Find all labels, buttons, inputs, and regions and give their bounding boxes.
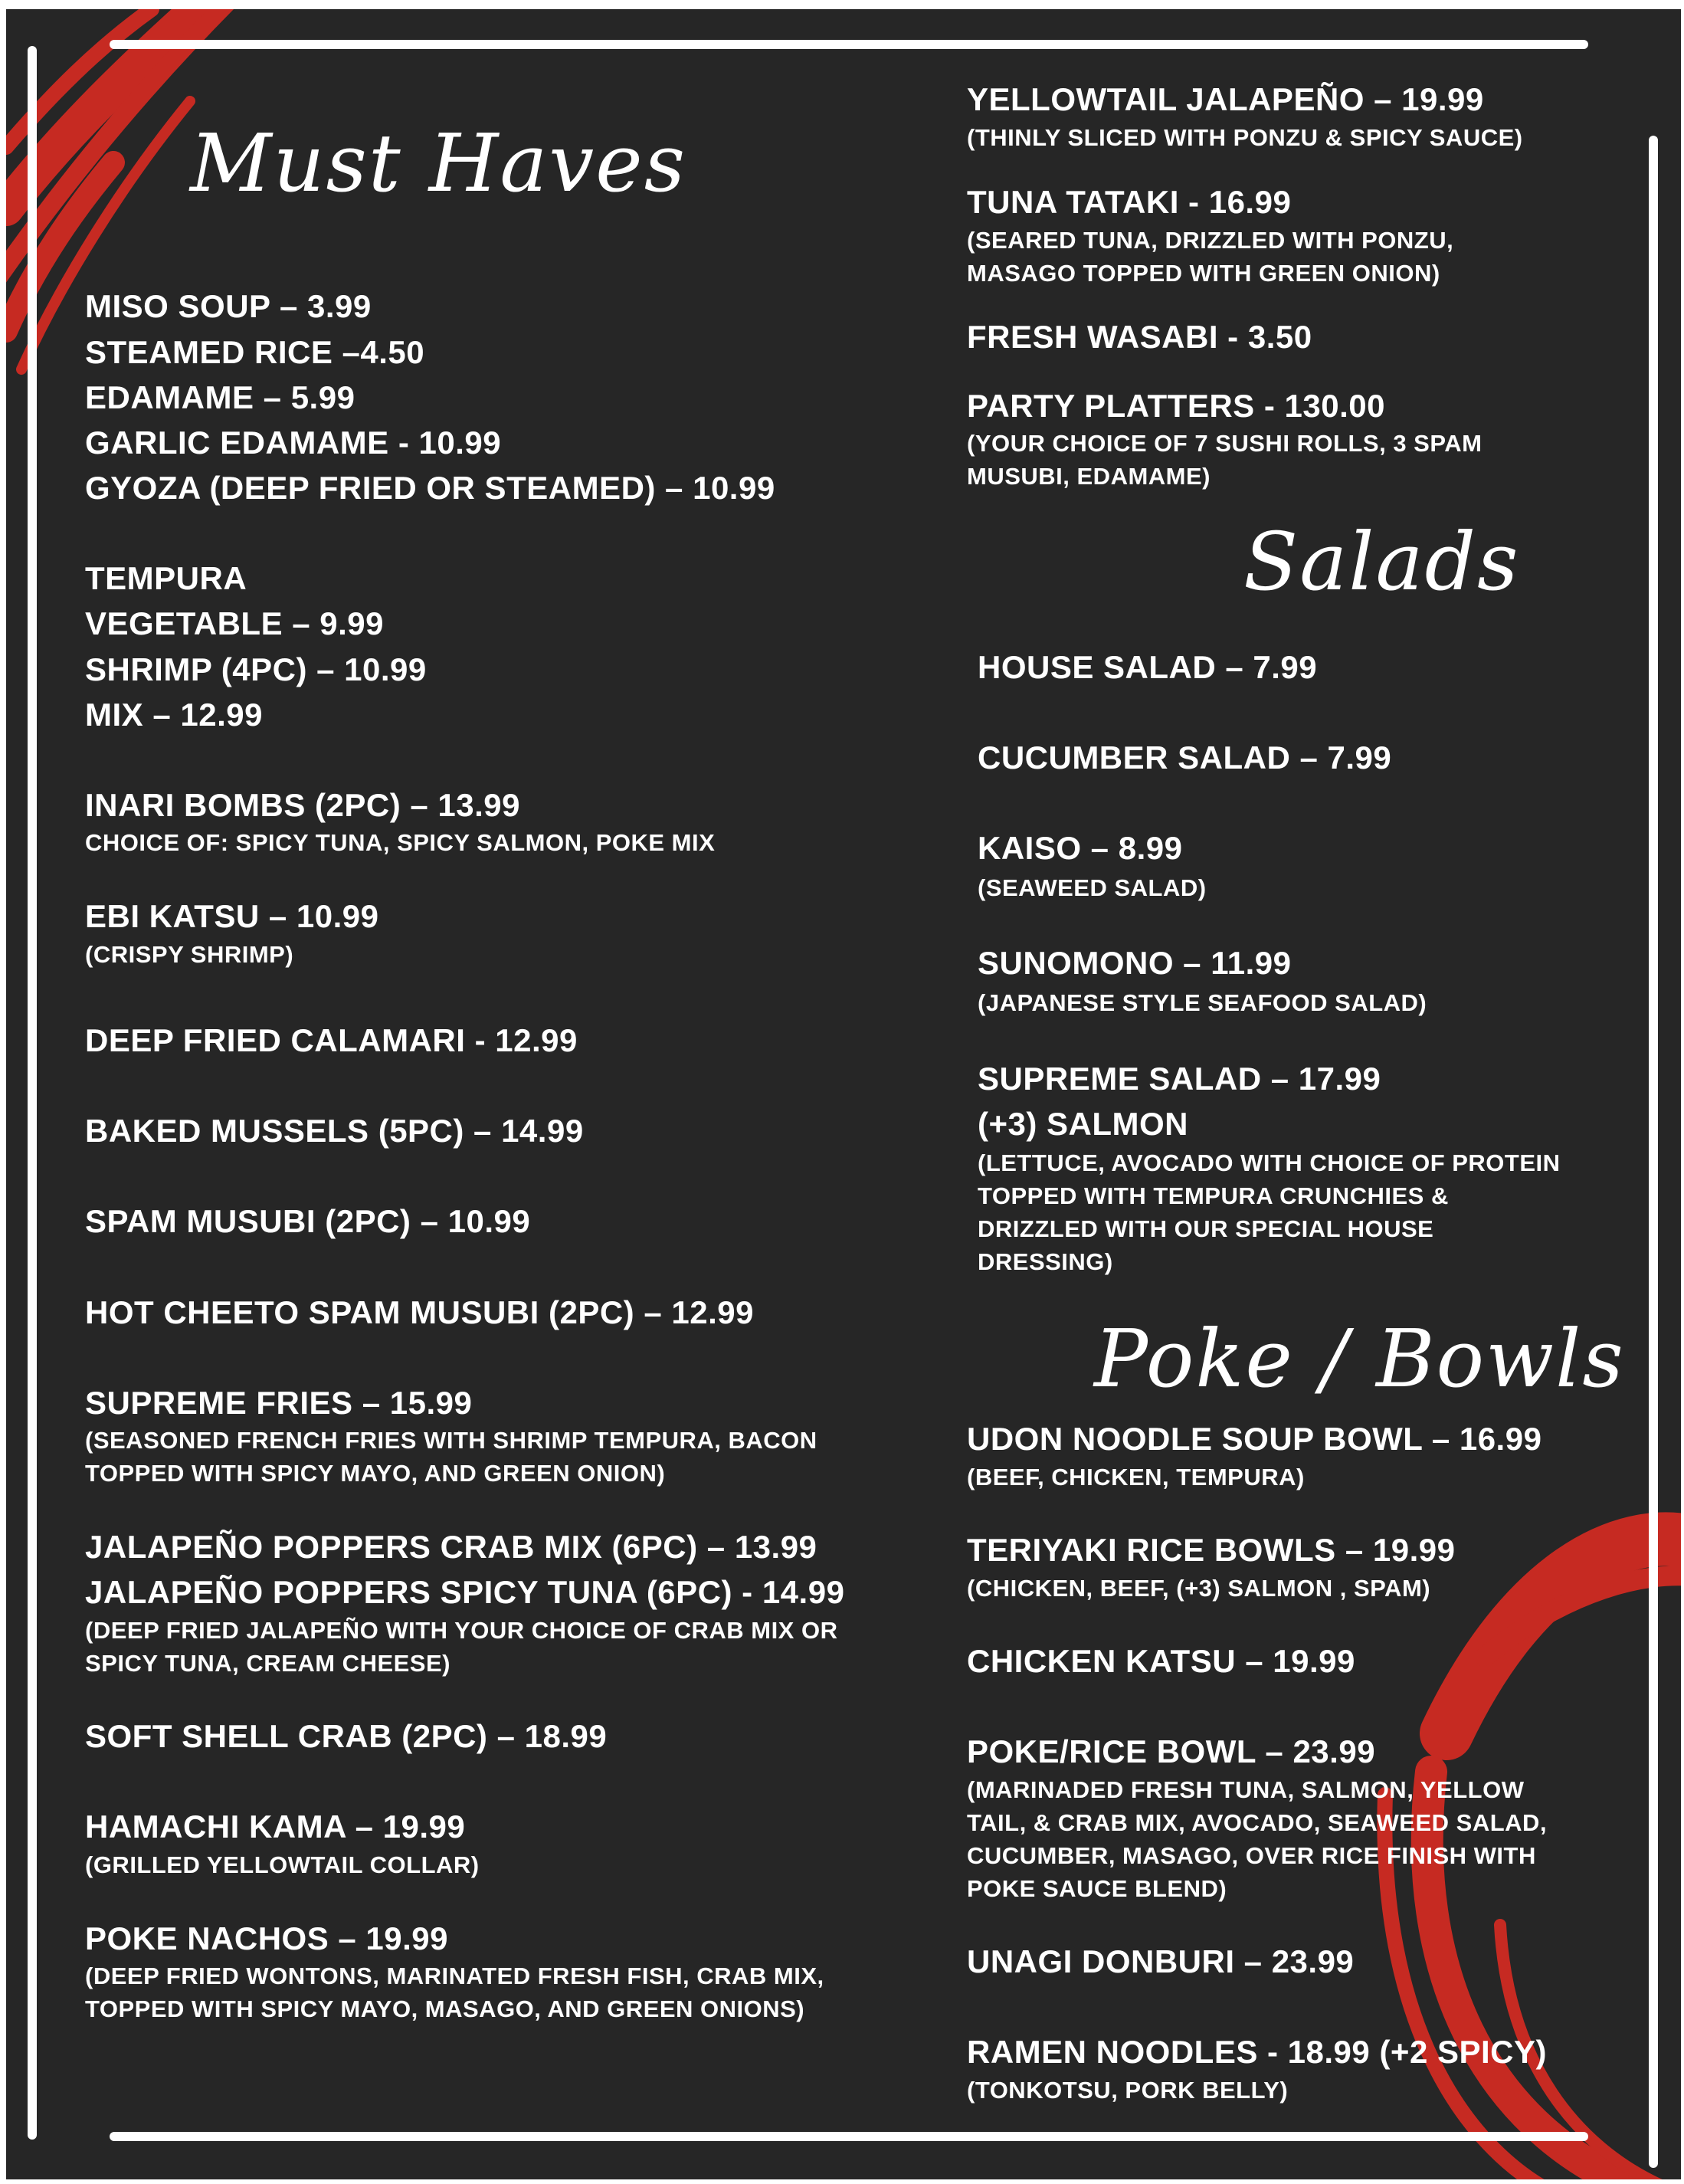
item-description: TOPPED WITH SPICY MAYO, AND GREEN ONION) — [85, 1460, 666, 1487]
menu-item: MISO SOUP – 3.99 — [85, 288, 372, 324]
menu-item: SHRIMP (4PC) – 10.99 — [85, 651, 427, 687]
menu-item: UNAGI DONBURI – 23.99 — [967, 1943, 1355, 1979]
menu-item: TERIYAKI RICE BOWLS – 19.99 — [967, 1532, 1456, 1568]
item-description: CHOICE OF: SPICY TUNA, SPICY SALMON, POKE MIX — [85, 829, 716, 856]
menu-item: DEEP FRIED CALAMARI - 12.99 — [85, 1022, 578, 1058]
item-description: (THINLY SLICED WITH PONZU & SPICY SAUCE) — [967, 124, 1523, 151]
item-description: (DEEP FRIED JALAPEÑO WITH YOUR CHOICE OF CRAB MIX OR — [85, 1617, 838, 1644]
bottom-border — [110, 2132, 1588, 2141]
menu-item: JALAPEÑO POPPERS SPICY TUNA (6PC) - 14.99 — [85, 1574, 845, 1610]
menu-item: HAMACHI KAMA – 19.99 — [85, 1809, 466, 1845]
item-description: TOPPED WITH TEMPURA CRUNCHIES & — [978, 1182, 1449, 1209]
menu-item: GARLIC EDAMAME - 10.99 — [85, 425, 502, 461]
menu-item: FRESH WASABI - 3.50 — [967, 319, 1312, 355]
menu-item: MIX – 12.99 — [85, 697, 263, 733]
item-description: (CRISPY SHRIMP) — [85, 941, 294, 968]
item-description: MUSUBI, EDAMAME) — [967, 463, 1211, 490]
right-border — [1649, 136, 1658, 2168]
menu-item: UDON NOODLE SOUP BOWL – 16.99 — [967, 1421, 1542, 1457]
menu-item: GYOZA (DEEP FRIED OR STEAMED) – 10.99 — [85, 470, 775, 506]
menu-item: SUPREME SALAD – 17.99 — [978, 1061, 1381, 1097]
item-description: TAIL, & CRAB MIX, AVOCADO, SEAWEED SALAD, — [967, 1809, 1548, 1836]
menu-item: RAMEN NOODLES - 18.99 (+2 SPICY) — [967, 2034, 1548, 2070]
menu-item: (+3) SALMON — [978, 1106, 1189, 1142]
item-description: (TONKOTSU, PORK BELLY) — [967, 2077, 1289, 2104]
menu-item: SPAM MUSUBI (2PC) – 10.99 — [85, 1203, 531, 1239]
menu-item: CUCUMBER SALAD – 7.99 — [978, 739, 1392, 776]
item-description: (SEAWEED SALAD) — [978, 874, 1207, 901]
menu-item: TUNA TATAKI - 16.99 — [967, 184, 1292, 220]
item-description: POKE SAUCE BLEND) — [967, 1875, 1227, 1902]
menu-item: POKE NACHOS – 19.99 — [85, 1920, 449, 1956]
menu-item: JALAPEÑO POPPERS CRAB MIX (6PC) – 13.99 — [85, 1529, 817, 1565]
item-description: (CHICKEN, BEEF, (+3) SALMON , SPAM) — [967, 1575, 1431, 1602]
item-description: MASAGO TOPPED WITH GREEN ONION) — [967, 260, 1440, 287]
poke-bowls-heading: Poke / Bowls — [1094, 1312, 1625, 1405]
menu-item: CHICKEN KATSU – 19.99 — [967, 1643, 1355, 1679]
menu-item: SOFT SHELL CRAB (2PC) – 18.99 — [85, 1718, 608, 1754]
menu-item: HOUSE SALAD – 7.99 — [978, 649, 1318, 685]
salads-heading: Salads — [1243, 515, 1520, 608]
item-description: (GRILLED YELLOWTAIL COLLAR) — [85, 1851, 480, 1878]
menu-page — [6, 9, 1681, 2179]
menu-item: STEAMED RICE –4.50 — [85, 334, 425, 370]
tempura-heading: TEMPURA — [85, 560, 247, 596]
menu-item: PARTY PLATTERS - 130.00 — [967, 388, 1385, 424]
item-description: (LETTUCE, AVOCADO WITH CHOICE OF PROTEIN — [978, 1149, 1561, 1176]
item-description: (BEEF, CHICKEN, TEMPURA) — [967, 1464, 1305, 1490]
item-description: SPICY TUNA, CREAM CHEESE) — [85, 1650, 450, 1677]
menu-item: EDAMAME – 5.99 — [85, 379, 355, 415]
menu-item: KAISO – 8.99 — [978, 830, 1183, 866]
menu-item: INARI BOMBS (2PC) – 13.99 — [85, 787, 520, 823]
item-description: (YOUR CHOICE OF 7 SUSHI ROLLS, 3 SPAM — [967, 430, 1483, 457]
item-description: DRESSING) — [978, 1248, 1113, 1275]
left-border — [28, 46, 37, 2140]
top-border — [110, 40, 1588, 49]
menu-item: HOT CHEETO SPAM MUSUBI (2PC) – 12.99 — [85, 1294, 754, 1330]
item-description: (DEEP FRIED WONTONS, MARINATED FRESH FISH, CRAB MIX, — [85, 1963, 824, 1989]
menu-item: YELLOWTAIL JALAPEÑO – 19.99 — [967, 81, 1484, 117]
menu-item: BAKED MUSSELS (5PC) – 14.99 — [85, 1113, 584, 1149]
menu-item: EBI KATSU – 10.99 — [85, 898, 379, 934]
must-haves-heading: Must Haves — [190, 116, 687, 210]
item-description: (JAPANESE STYLE SEAFOOD SALAD) — [978, 989, 1427, 1016]
item-description: (MARINADED FRESH TUNA, SALMON, YELLOW — [967, 1776, 1525, 1803]
item-description: (SEARED TUNA, DRIZZLED WITH PONZU, — [967, 227, 1454, 254]
item-description: TOPPED WITH SPICY MAYO, MASAGO, AND GREEN ONIONS) — [85, 1995, 805, 2022]
menu-item: SUNOMONO – 11.99 — [978, 945, 1292, 981]
item-description: DRIZZLED WITH OUR SPECIAL HOUSE — [978, 1215, 1434, 1242]
item-description: CUCUMBER, MASAGO, OVER RICE FINISH WITH — [967, 1842, 1536, 1869]
menu-item: VEGETABLE – 9.99 — [85, 605, 385, 641]
item-description: (SEASONED FRENCH FRIES WITH SHRIMP TEMPURA, BACON — [85, 1427, 817, 1454]
menu-item: POKE/RICE BOWL – 23.99 — [967, 1733, 1376, 1769]
menu-item: SUPREME FRIES – 15.99 — [85, 1385, 473, 1421]
